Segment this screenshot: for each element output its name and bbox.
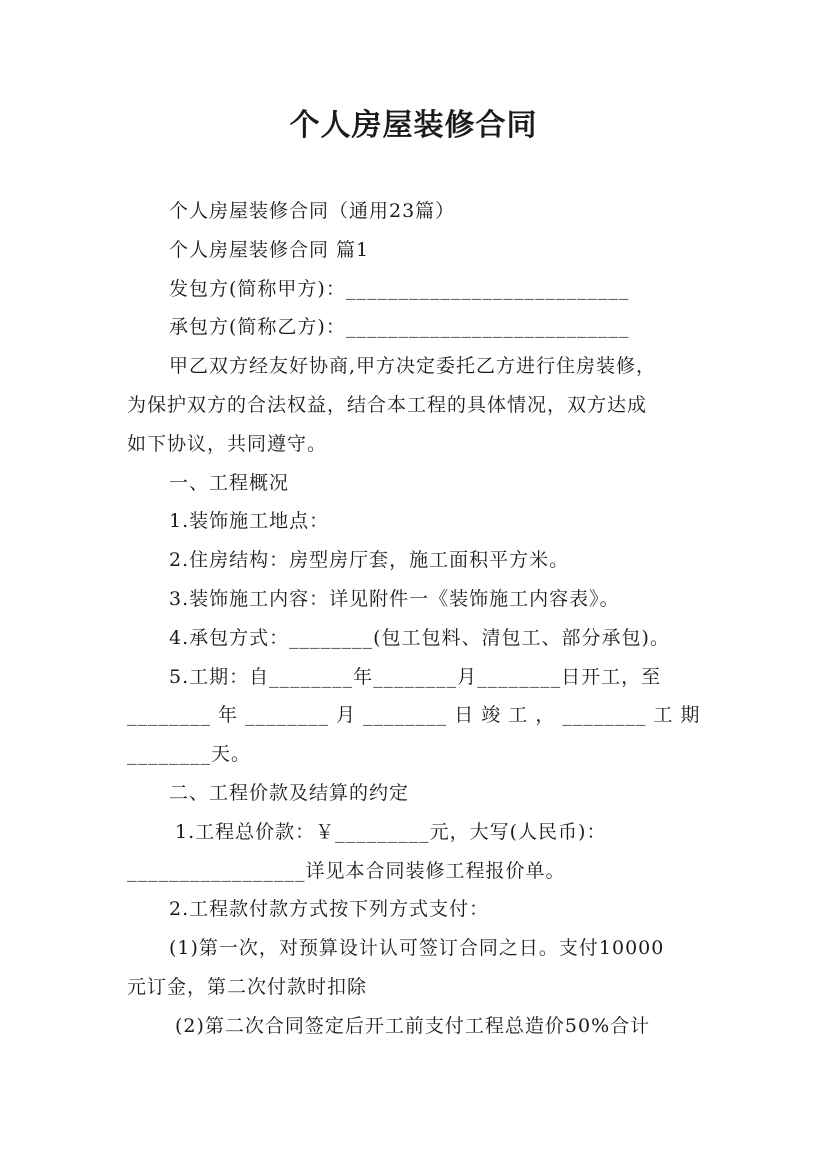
paragraph-party-b: 承包方(简称乙方)：___________________________ xyxy=(169,316,630,339)
item-total-price-line2: _________________详见本合同装修工程报价单。 xyxy=(127,859,566,882)
item-construction-content: 3.装饰施工内容：详见附件一《装饰施工内容表》。 xyxy=(169,587,620,610)
paragraph-subtitle: 个人房屋装修合同（通用23篇） xyxy=(169,200,456,222)
heading-project-overview: 一、工程概况 xyxy=(169,471,290,494)
document-body xyxy=(127,192,707,1046)
document-title: 个人房屋装修合同 xyxy=(289,108,538,143)
item-schedule-line3: ________天。 xyxy=(127,743,252,766)
item-payment-first-line1: (1)第一次，对预算设计认可签订合同之日。支付10000 xyxy=(169,937,665,960)
item-housing-structure: 2.住房结构：房型房厅套，施工面积平方米。 xyxy=(169,549,570,572)
paragraph-intro-line1: 甲乙双方经友好协商,甲方决定委托乙方进行住房装修， xyxy=(169,355,657,378)
item-construction-site: 1.装饰施工地点： xyxy=(169,510,330,533)
item-payment-second: (2)第二次合同签定后开工前支付工程总造价50%合计 xyxy=(175,1014,651,1037)
paragraph-party-a: 发包方(简称甲方)：___________________________ xyxy=(169,277,630,300)
item-contract-method: 4.承包方式：________(包工包料、清包工、部分承包)。 xyxy=(169,626,670,649)
paragraph-intro-line2: 为保护双方的合法权益，结合本工程的具体情况，双方达成 xyxy=(127,393,648,416)
item-schedule-line2: ________ 年 ________ 月 ________ 日 竣 工 ， ________ 工 期 xyxy=(127,704,701,727)
item-payment-first-line2: 元订金，第二次付款时扣除 xyxy=(127,975,368,998)
heading-price-settlement: 二、工程价款及结算的约定 xyxy=(169,781,410,804)
item-payment-method: 2.工程款付款方式按下列方式支付： xyxy=(169,898,490,921)
paragraph-intro-line3: 如下协议，共同遵守。 xyxy=(127,432,328,455)
item-total-price-line1: 1.工程总价款：￥_________元，大写(人民币)： xyxy=(175,820,607,843)
item-schedule-line1: 5.工期：自________年________月________日开工，至 xyxy=(169,665,662,688)
paragraph-section-heading: 个人房屋装修合同 篇1 xyxy=(169,238,370,261)
